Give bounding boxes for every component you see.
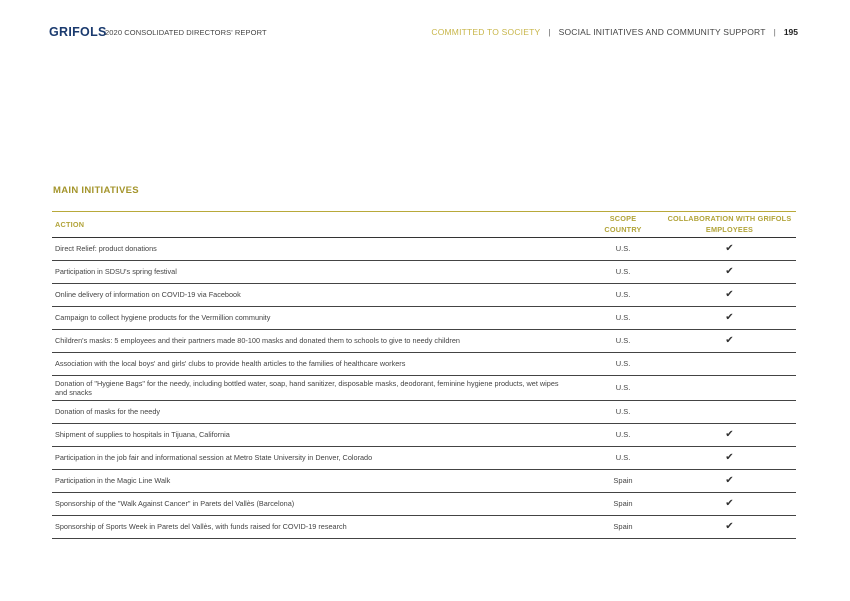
row-action: Shipment of supplies to hospitals in Tijuana, California — [55, 430, 230, 440]
header-scope-line2: COUNTRY — [604, 224, 642, 234]
row-scope: U.S. — [615, 244, 631, 254]
row-action: Online delivery of information on COVID-19 via Facebook — [55, 290, 241, 300]
check-icon: ✔ — [725, 474, 734, 486]
table-row — [52, 330, 796, 353]
breadcrumb — [431, 27, 798, 37]
row-scope: Spain — [613, 522, 633, 532]
header-action: ACTION — [55, 219, 85, 229]
row-scope: U.S. — [615, 430, 631, 440]
breadcrumb-separator: | — [773, 27, 776, 37]
page-number: 195 — [783, 27, 798, 37]
initiatives-table — [52, 211, 796, 539]
check-icon: ✔ — [725, 428, 734, 440]
row-scope: Spain — [613, 499, 633, 509]
table-row — [52, 307, 796, 330]
page-header — [0, 0, 850, 60]
row-action: Donation of masks for the needy — [55, 407, 161, 417]
row-action: Campaign to collect hygiene products for the Vermillion community — [55, 313, 271, 323]
row-scope: U.S. — [615, 313, 631, 323]
row-action: Donation of "Hygiene Bags" for the needy, including bottled water, soap, hand sanitizer, disposable masks, deodorant, feminine hygiene products, wet wipes and snacks — [55, 378, 559, 397]
header-collab-line2: EMPLOYEES — [705, 224, 754, 234]
check-icon: ✔ — [725, 265, 734, 277]
row-scope: U.S. — [615, 407, 631, 417]
breadcrumb-section[interactable]: COMMITTED TO SOCIETY — [431, 27, 541, 37]
check-icon: ✔ — [725, 451, 734, 463]
header-scope — [583, 214, 663, 235]
document-title: 2020 CONSOLIDATED DIRECTORS' REPORT — [105, 28, 267, 37]
row-action: Sponsorship of Sports Week in Parets del Vallès, with funds raised for COVID-19 research — [55, 522, 347, 532]
check-icon: ✔ — [725, 334, 734, 346]
row-action: Participation in the job fair and informational session at Metro State University in Denver, Colorado — [55, 453, 373, 463]
table-row — [52, 493, 796, 516]
row-action: Direct Relief: product donations — [55, 244, 157, 254]
section-title: MAIN INITIATIVES — [53, 185, 139, 196]
breadcrumb-separator: | — [548, 27, 551, 37]
row-scope: U.S. — [615, 336, 631, 346]
row-scope: U.S. — [615, 267, 631, 277]
table-row — [52, 401, 796, 424]
row-scope: U.S. — [615, 383, 631, 393]
table-row — [52, 516, 796, 539]
table-row — [52, 353, 796, 376]
table-row — [52, 376, 796, 401]
row-scope: Spain — [613, 476, 633, 486]
check-icon: ✔ — [725, 311, 734, 323]
header-collaboration — [663, 214, 796, 235]
check-icon: ✔ — [725, 520, 734, 532]
check-icon: ✔ — [725, 288, 734, 300]
breadcrumb-subsection[interactable]: SOCIAL INITIATIVES AND COMMUNITY SUPPORT — [558, 27, 766, 37]
table-row — [52, 261, 796, 284]
row-scope: U.S. — [615, 453, 631, 463]
table-row — [52, 284, 796, 307]
row-action: Association with the local boys' and girls' clubs to provide health articles to the families of healthcare workers — [55, 359, 406, 369]
table-header — [52, 212, 796, 238]
row-action: Sponsorship of the "Walk Against Cancer" in Parets del Vallès (Barcelona) — [55, 499, 295, 509]
table-row — [52, 238, 796, 261]
check-icon: ✔ — [725, 242, 734, 254]
header-scope-line1: SCOPE — [609, 213, 637, 223]
row-action: Participation in SDSU's spring festival — [55, 267, 177, 277]
table-row — [52, 424, 796, 447]
table-row — [52, 447, 796, 470]
grifols-logo: GRIFOLS — [49, 25, 107, 39]
row-action: Children's masks: 5 employees and their partners made 80-100 masks and donated them to schools to give to needy children — [55, 336, 460, 346]
row-action: Participation in the Magic Line Walk — [55, 476, 171, 486]
check-icon: ✔ — [725, 497, 734, 509]
table-row — [52, 470, 796, 493]
row-scope: U.S. — [615, 290, 631, 300]
row-scope: U.S. — [615, 359, 631, 369]
header-collab-line1: COLLABORATION WITH GRIFOLS — [667, 213, 792, 223]
